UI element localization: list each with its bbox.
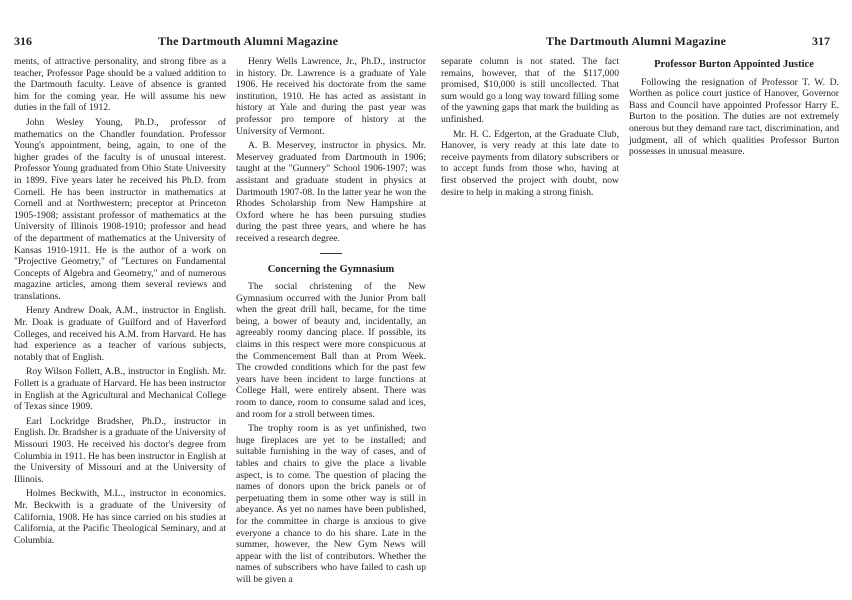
right-running-title: The Dartmouth Alumni Magazine: [546, 34, 727, 48]
paragraph: Holmes Beckwith, M.L., instructor in economics. Mr. Beckwith is a graduate of the University of California, 1908. He has since carried on his studies at California, at the Pacific Theological Seminary, and at Columbia.: [14, 488, 226, 546]
paragraph: The social christening of the New Gymnasium occurred with the Junior Prom ball when the great drill hall, became, for the time being, a bower of beauty and, incidentally, an agreeably roomy dancing place. If possible, its claims in this respect were more conspicuous at the Commencement Ball than at Prom Week. The crowded conditions which for the past few years have been incident to large functions at College Hall, were entirely absent. There was room to dance, room to consume salad and ices, and room for a stroll between times.: [236, 281, 426, 420]
left-running-title: The Dartmouth Alumni Magazine: [158, 34, 339, 48]
paragraph: Henry Andrew Doak, A.M., instructor in English. Mr. Doak is graduate of Guilford and of Haverford Colleges, and received his A.M. from Harvard. He has had experience as a teacher of various subjects, notably that of English.: [14, 305, 226, 363]
paragraph: separate column is not stated. The fact remains, however, that of the $117,000 promised, $10,000 is still uncollected. That sum would go a long way toward filling some of the yawning gaps that mark the building as unfinished.: [441, 56, 619, 125]
paragraph: Henry Wells Lawrence, Jr., Ph.D., instructor in history. Dr. Lawrence is a graduate of Yale 1906. He received his doctorate from the same institution, 1910. He has acted as assistant in history at Yale and during the past year was professor pro tempore of history at the University of Vermont.: [236, 56, 426, 137]
left-page-column-2: [236, 56, 426, 589]
page-gutter: [428, 50, 429, 580]
paragraph: Roy Wilson Follett, A.B., instructor in English. Mr. Follett is a graduate of Harvard. He has been instructor in English at the Agricultural and Mechanical College of Texas since 1909.: [14, 366, 226, 413]
left-page-number: 316: [14, 34, 32, 48]
right-page-number: 317: [812, 34, 830, 48]
paragraph: Following the resignation of Professor T. W. D. Worthen as police court justice of Hanover, Governor Bass and Council have appointed Professor Harry E. Burton to the position. The duties are not extremely onerous but they demand rare tact, discrimination, and judgment, all of which qualities Professor Burton possesses in unusual measure.: [629, 76, 839, 158]
section-divider: [320, 253, 342, 254]
right-page-column-1: [441, 56, 619, 201]
right-page-column-2: [629, 56, 839, 161]
paragraph: Mr. H. C. Edgerton, at the Graduate Club, Hanover, is very ready at this late date to receive payments from dilatory subscribers or to accept funds from those who, having at first observed the project with doubt, now desire to help in making a strong finish.: [441, 128, 619, 198]
paragraph: A. B. Meservey, instructor in physics. Mr. Meservey graduated from Dartmouth in 1906; taught at the "Gunnery" School 1906-1907; was assistant and graduate student in physics at Dartmouth 1907-08. In the latter year he won the Rhodes Scholarship from New Hampshire at Oxford where he has been pursuing studies during the past three years, and where he has received a research degree.: [236, 140, 426, 244]
paragraph: John Wesley Young, Ph.D., professor of mathematics on the Chandler foundation. Professor Young's appointment, being, again, to one of the higher grades of the faculty is of unusual interest. Professor Young graduated from Ohio State University in 1899. Five years later he received his Ph.D. from Cornell. He has been instructor in mathematics at Cornell and at Northwestern; preceptor at Princeton 1905-1908; assistant professor of mathematics at the University of Illinois 1908-1910; professor and head of the department of mathematics at the University of Kansas 1910-1911. He is the author of a work on "Projective Geometry," of "Lectures on Fundamental Concepts of Algebra and Geometry," and of numerous magazine articles, among them several reviews and translations.: [14, 116, 226, 302]
paragraph: ments, of attractive personality, and strong fibre as a teacher, Professor Page should be a valued addition to the Dartmouth faculty. Leave of absence is granted him for the coming year. He will assume his new duties in the fall of 1912.: [14, 56, 226, 114]
section-heading-burton: Professor Burton Appointed Justice: [654, 59, 814, 70]
paragraph: The trophy room is as yet unfinished, two huge fireplaces are yet to be installed; and suitable furnishing in the way of cases, and of tables and chairs to give the place a livable aspect, is to come. The question of placing the names of donors upon the brick panels or of perpetuating them in some other way is still in abeyance. As yet no names have been published, for the committee in charge is anxious to give everyone a chance to do his share. Late in the summer, however, the New Gym News will appear with the list of contributors. Whether the names of subscribers who have failed to cash up will be given a: [236, 423, 426, 585]
left-page-column-1: [14, 56, 226, 549]
section-heading-gymnasium: Concerning the Gymnasium: [267, 263, 395, 275]
paragraph: Earl Lockridge Bradsher, Ph.D., instructor in English. Dr. Bradsher is a graduate of the University of Missouri 1903. He received his doctor's degree from Columbia in 1911. He has been instructor in English at the University of Missouri and at the University of Illinois.: [14, 415, 226, 485]
